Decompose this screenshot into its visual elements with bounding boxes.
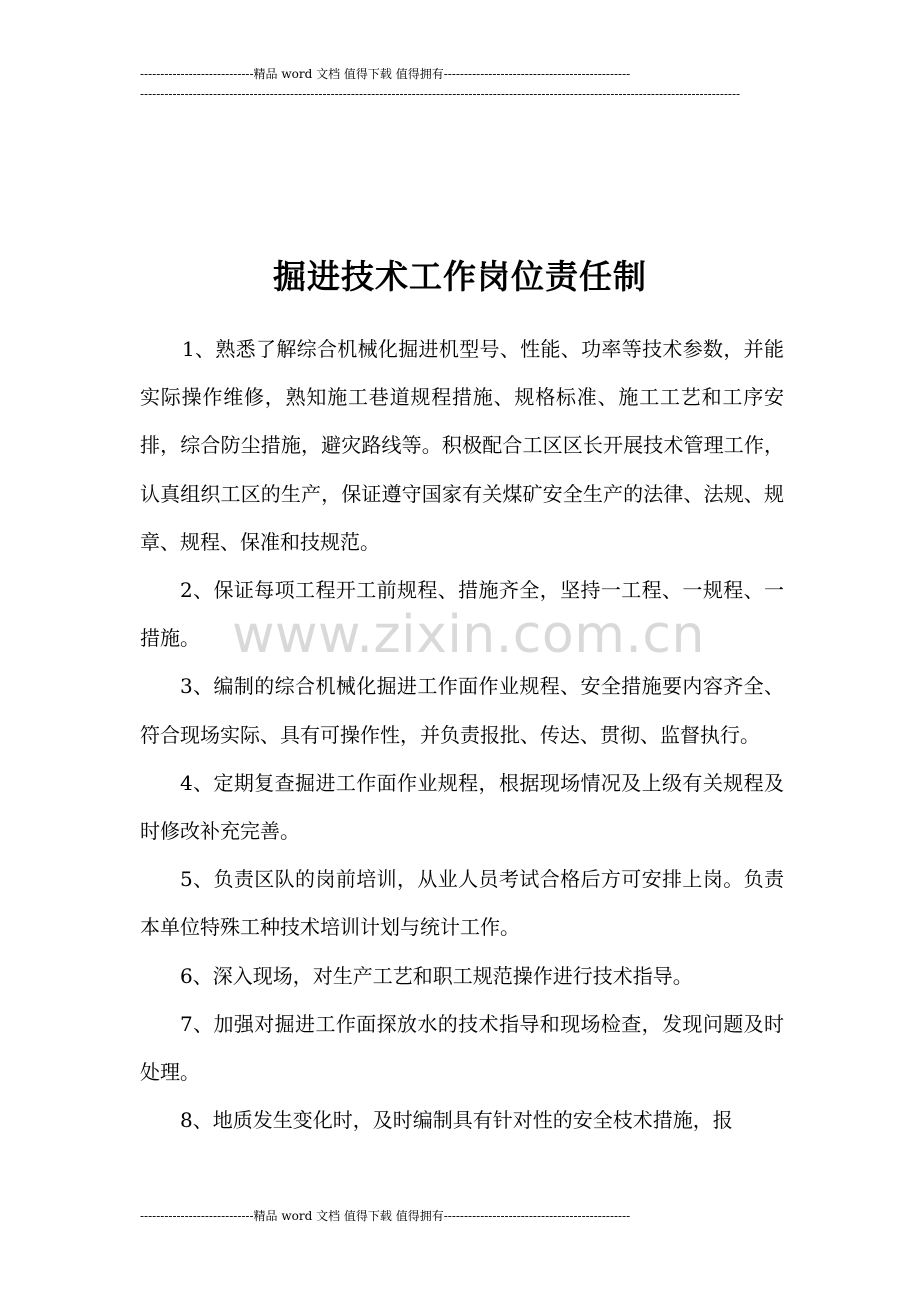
paragraph-6: 6、深入现场，对生产工艺和职工规范操作进行技术指导。: [180, 963, 693, 988]
watermark: www.zixin.com.cn: [232, 605, 705, 665]
paragraph-5: 5、负责区队的岗前培训，从业人员考试合格后方可安排上岗。负责本单位特殊工种技术培训计划与统计工作。: [140, 867, 784, 940]
document-title: 掘进技术工作岗位责任制: [273, 257, 647, 296]
footer-banner: ----------------------------精品 word 文档 值得下载 值得拥有----------------------------------------------: [140, 1209, 631, 1223]
header-divider: ----------------------------------------------------------------------------------------------------------------------------------------------------: [140, 87, 741, 101]
document-body: [140, 325, 784, 1144]
paragraph-8: 8、地质发生变化时，及时编制具有针对性的安全枝术措施，报: [180, 1108, 733, 1133]
paragraph-2: 2、保证每项工程开工前规程、措施齐全，坚持一工程、一规程、一措施。: [140, 578, 784, 651]
paragraph-3: 3、编制的综合机械化掘进工作面作业规程、安全措施要内容齐全、符合现场实际、具有可操作性，并负责报批、传达、贯彻、监督执行。: [140, 674, 784, 747]
paragraph-4: 4、定期复查掘进工作面作业规程，根据现场情况及上级有关规程及时修改补充完善。: [140, 770, 784, 844]
paragraph-7: 7、加强对掘进工作面探放水的技术指导和现场检查，发现问题及时处理。: [140, 1011, 784, 1085]
paragraph-1: 1、熟悉了解综合机械化掘进机型号、性能、功率等技术参数，并能实际操作维修，熟知施工巷道规程措施、规格标准、施工工艺和工序安排，综合防尘措施，避灾路线等。积极配合工区区长开展技术管理工作，认真组织工区的生产，保证遵守国家有关煤矿安全生产的法律、法规、规章、规程、保准和技规范。: [140, 337, 784, 554]
header-banner: ----------------------------精品 word 文档 值得下载 值得拥有----------------------------------------------: [140, 67, 631, 81]
